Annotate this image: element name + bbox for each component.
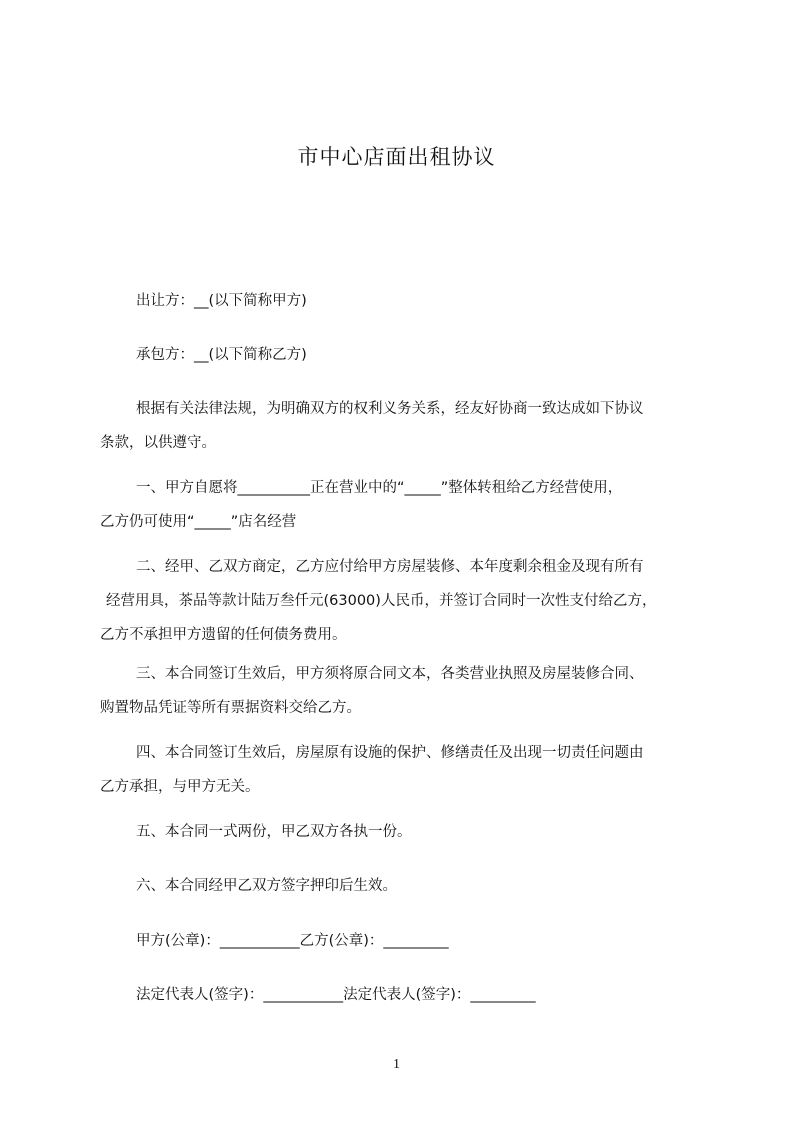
clause-6 [100, 869, 700, 903]
lessee-line [100, 338, 700, 372]
clause-3-line-1: 三、本合同签订生效后，甲方须将原合同文本，各类营业执照及房屋装修合同、 [136, 666, 644, 682]
intro-line-1: 根据有关法律法规，为明确双方的权利义务关系，经友好协商一致达成如下协议 [136, 401, 644, 417]
clause-1-line-2: 乙方仍可使用“_____”店名经营 [100, 514, 297, 530]
clause-4-line-1: 四、本合同签订生效后，房屋原有设施的保护、修缮责任及出现一切责任问题由 [136, 745, 644, 761]
clause-4-line-2: 乙方承担，与甲方无关。 [100, 779, 260, 795]
intro-paragraph [100, 392, 700, 460]
lessor-line [100, 284, 700, 318]
clause-1-line-1: 一、甲方自愿将__________正在营业中的“_____”整体转租给乙方经营使用， [136, 480, 623, 496]
signature-line-text: 法定代表人(签字)：___________法定代表人(签字)：_________ [136, 987, 536, 1003]
clause-5-text: 五、本合同一式两份，甲乙双方各执一份。 [136, 824, 412, 840]
clause-3 [100, 657, 700, 725]
page-number: 1 [393, 1057, 400, 1072]
document-title: 市中心店面出租协议 [297, 145, 496, 169]
seal-line [100, 924, 700, 958]
intro-line-2: 条款，以供遵守。 [100, 435, 216, 451]
clause-6-text: 六、本合同经甲乙双方签字押印后生效。 [136, 878, 397, 894]
clause-4 [100, 736, 700, 804]
clause-5 [100, 815, 700, 849]
lessee-text: 承包方：__(以下简称乙方) [136, 347, 307, 363]
clause-2 [100, 550, 700, 652]
clause-2-line-2: 经营用具，茶品等款计陆万叁仟元(63000)人民币，并签订合同时一次性支付给乙方， [106, 593, 657, 609]
clause-1 [100, 471, 700, 539]
signature-line [100, 978, 700, 1012]
seal-line-text: 甲方(公章)：___________乙方(公章)：_________ [136, 933, 449, 949]
clause-2-line-1: 二、经甲、乙双方商定，乙方应付给甲方房屋装修、本年度剩余租金及现有所有 [136, 559, 644, 575]
clause-2-line-3: 乙方不承担甲方遗留的任何债务费用。 [100, 627, 347, 643]
clause-3-line-2: 购置物品凭证等所有票据资料交给乙方。 [100, 700, 361, 716]
lessor-text: 出让方：__(以下简称甲方) [136, 293, 307, 309]
